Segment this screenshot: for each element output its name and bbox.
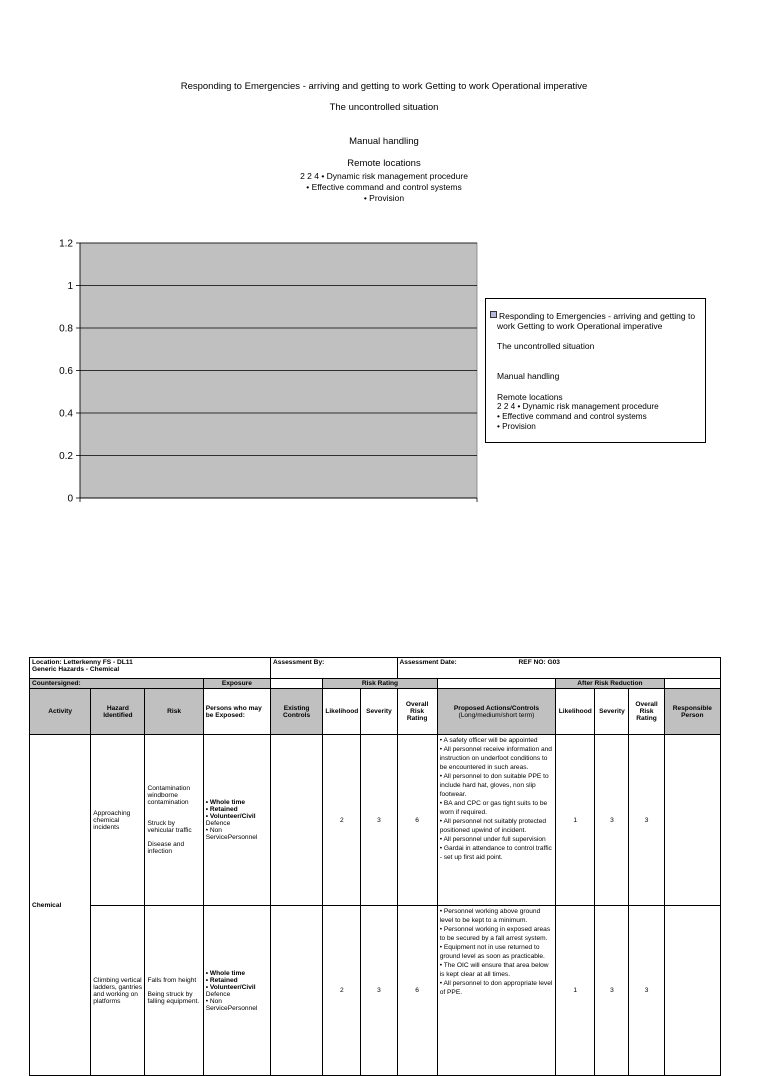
legend-line-5: Remote locations	[497, 392, 563, 402]
severity-after-cell: 3	[595, 735, 629, 906]
existing-controls-cell	[271, 906, 323, 1076]
persons-bold: • Whole time • Retained • Volunteer/Civil	[205, 799, 256, 820]
col-likelihood: Likelihood	[323, 689, 361, 735]
col-severity: Severity	[361, 689, 397, 735]
assessment-date-label: Assessment Date:	[399, 659, 457, 666]
col-hazard: Hazard Identified	[91, 689, 145, 735]
hazard-cell: Climbing vertical ladders, gantries and working on platforms	[91, 906, 145, 1076]
col-risk: Risk	[145, 689, 203, 735]
col-persons: Persons who may be Exposed:	[203, 689, 270, 735]
legend-line-4: Manual handling	[497, 371, 560, 381]
title-line-6: • Effective command and control systems	[306, 182, 462, 192]
likelihood-after-cell: 1	[556, 906, 595, 1076]
risk-cell: Contamination windborne contamination Struck by vehicular traffic Disease and infection	[145, 735, 203, 906]
title-line-1: Responding to Emergencies - arriving and getting to work Getting to work Operational imperative	[180, 81, 588, 92]
section-header-row	[30, 679, 721, 689]
y-tick-label: 0.2	[59, 451, 73, 462]
proposed-cell: • Personnel working above ground level to be kept to a minimum. • Personnel working in exposed areas to be secured by a fall arrest system. • Equipment not in use returned to ground level as soon as practicable. • The OIC will ensure that area below is kept clear at all times. • All personnel to don appropriate level of PPE.	[437, 906, 556, 1076]
ref-no: REF NO: G03	[518, 659, 560, 666]
col-responsible: Responsible Person	[664, 689, 720, 735]
col-proposed	[437, 689, 556, 735]
persons-cell	[203, 906, 270, 1076]
legend-line-8: • Provision	[497, 422, 536, 431]
y-tick-label: 1	[67, 281, 73, 292]
likelihood-after-cell: 1	[556, 735, 595, 906]
empty-header-cell	[664, 679, 720, 689]
col-proposed-title: Proposed Actions/Controls	[453, 704, 539, 712]
severity-after-cell: 3	[595, 906, 629, 1076]
likelihood-cell: 2	[323, 735, 361, 906]
location-text: Location: Letterkenny FS - DL11	[32, 659, 133, 666]
assessment-by-cell: Assessment By:	[271, 658, 398, 679]
generic-hazards-text: Generic Hazards - Chemical	[32, 666, 120, 673]
legend-line-2: work Getting to work Operational imperative	[497, 321, 663, 331]
y-tick-label: 0	[67, 493, 73, 505]
y-tick-label: 0.8	[59, 323, 73, 335]
legend-line-1: Responding to Emergencies - arriving and getting to	[499, 311, 696, 321]
legend-swatch	[490, 311, 497, 318]
title-line-3: Manual handling	[349, 136, 419, 147]
persons-bold: • Whole time • Retained • Volunteer/Civil	[205, 969, 256, 991]
persons-normal: Defence • Non ServicePersonnel	[205, 990, 258, 1012]
y-tick-label: 0.6	[59, 366, 73, 377]
activity-cell: Chemical	[30, 735, 91, 1076]
col-existing-controls: Existing Controls	[271, 689, 323, 735]
persons-normal: Defence • Non ServicePersonnel	[205, 820, 258, 841]
title-line-4: Remote locations	[347, 158, 421, 169]
severity-cell: 3	[361, 735, 397, 906]
column-header-row	[30, 689, 721, 735]
responsible-cell	[664, 906, 720, 1076]
col-proposed-sub: (Long/medium/short term)	[458, 711, 535, 719]
table-row	[30, 735, 721, 906]
assessment-date-cell	[397, 658, 720, 679]
location-cell	[30, 658, 271, 679]
responsible-cell	[664, 735, 720, 906]
existing-controls-cell	[271, 735, 323, 906]
severity-cell: 3	[361, 906, 397, 1076]
overall-cell: 6	[397, 735, 437, 906]
proposed-cell: • A safety officer will be appointed • All personnel receive information and instruction on underfoot conditions to be encountered in such areas. • All personnel to don suitable PPE to include hard hat, gloves, non slip footwear. • BA and CPC or gas tight suits to be worn if required. • All personnel not suitably protected positioned upwind of incident. • All personnel under full supervision • Gardai in attendance to control traffic - set up first aid point.	[437, 735, 556, 906]
after-risk-reduction-header: After Risk Reduction	[556, 679, 664, 689]
likelihood-cell: 2	[323, 906, 361, 1076]
countersigned-cell: Countersigned:	[30, 679, 204, 689]
table-row	[30, 906, 721, 1076]
chart-legend	[485, 298, 706, 443]
overall-cell: 6	[397, 906, 437, 1076]
hazard-cell: Approaching chemical incidents	[91, 735, 145, 906]
risk-rating-header: Risk Rating	[323, 679, 437, 689]
empty-header-cell	[437, 679, 556, 689]
overall-after-cell: 3	[629, 906, 664, 1076]
legend-line-3: The uncontrolled situation	[497, 341, 595, 351]
y-tick-label: 1.2	[59, 238, 73, 250]
persons-cell	[203, 735, 270, 906]
empty-header-cell	[271, 679, 323, 689]
legend-line-6: 2 2 4 • Dynamic risk management procedure	[497, 402, 659, 411]
y-axis-ticks	[59, 239, 80, 505]
risk-assessment-table	[29, 657, 721, 1076]
col-overall: Overall Risk Rating	[397, 689, 437, 735]
title-line-5: 2 2 4 • Dynamic risk management procedure	[300, 171, 468, 181]
col-severity-after: Severity	[595, 689, 629, 735]
col-likelihood-after: Likelihood	[556, 689, 595, 735]
col-activity: Activity	[30, 689, 91, 735]
title-line-7: • Provision	[363, 193, 405, 203]
legend-line-7: • Effective command and control systems	[497, 412, 647, 421]
exposure-header: Exposure	[203, 679, 270, 689]
overall-after-cell: 3	[629, 735, 664, 906]
y-tick-label: 0.4	[59, 408, 73, 420]
form-header-row	[30, 658, 721, 679]
risk-cell: Falls from height Being struck by falling equipment.	[145, 906, 203, 1076]
title-line-2: The uncontrolled situation	[329, 102, 439, 113]
col-overall-after: Overall Risk Rating	[629, 689, 664, 735]
